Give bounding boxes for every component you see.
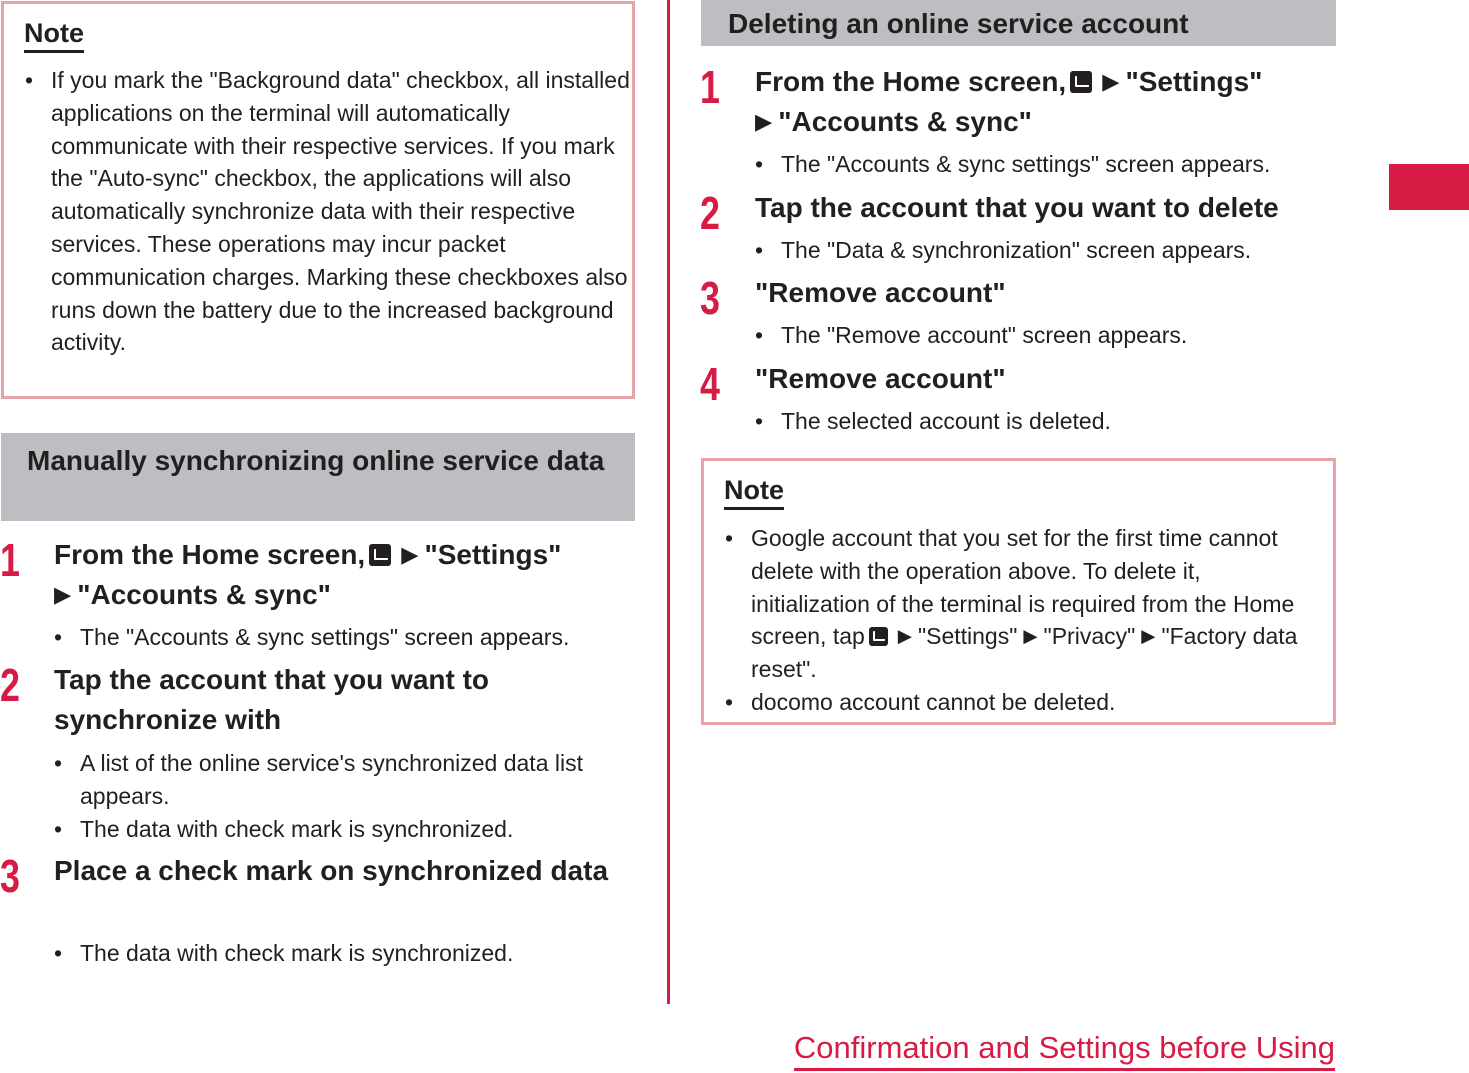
bullet-item: • The data with check mark is synchronized. bbox=[54, 937, 644, 970]
section-title-text: Deleting an online service account bbox=[728, 8, 1189, 39]
note-title: Note bbox=[724, 475, 784, 510]
note-list bbox=[25, 64, 630, 359]
note-item: • If you mark the "Background data" checkbox, all installed applications on the terminal will automatically communicate with their respective services. If you mark the "Auto-sync" checkbox, the applications will also automatically synchronize data with their respective services. These operations may incur packet communication charges. Marking these checkboxes also runs down the battery due to the increased background activity. bbox=[25, 64, 630, 359]
step-number: 3 bbox=[0, 850, 20, 902]
step-text: "Remove account" bbox=[755, 363, 1006, 394]
step-number: 1 bbox=[0, 534, 20, 586]
bullet-item: • The "Accounts & sync settings" screen appears. bbox=[755, 148, 1345, 181]
step-text-part: From the Home screen, bbox=[755, 66, 1067, 97]
step-text-part: "Accounts & sync" bbox=[77, 579, 331, 610]
bullet-item: • The "Data & synchronization" screen appears. bbox=[755, 234, 1345, 267]
step-text: "Remove account" bbox=[755, 277, 1006, 308]
step-text-part: From the Home screen, bbox=[54, 539, 366, 570]
note-text-part: "Privacy" bbox=[1043, 623, 1136, 650]
bullet-item: • The selected account is deleted. bbox=[755, 405, 1345, 438]
right-triangle-icon: ▶ bbox=[1141, 625, 1156, 647]
step-number: 3 bbox=[700, 272, 720, 324]
right-triangle-icon: ▶ bbox=[755, 109, 773, 134]
step-text: Place a check mark on synchronized data bbox=[54, 855, 609, 886]
right-triangle-icon: ▶ bbox=[897, 625, 912, 647]
section-title-delete-account bbox=[701, 0, 1336, 46]
step-number: 2 bbox=[700, 187, 720, 239]
step-text: Tap the account that you want to delete bbox=[755, 192, 1279, 223]
section-title-manual-sync bbox=[1, 433, 635, 521]
right-triangle-icon: ▶ bbox=[1023, 625, 1038, 647]
note-text-part: "Factory data reset". bbox=[751, 623, 1298, 683]
step-text: Tap the account that you want to synchronize with bbox=[54, 664, 490, 735]
menu-key-icon bbox=[369, 544, 391, 566]
column-divider bbox=[667, 0, 670, 1004]
step-bullets bbox=[755, 405, 1345, 438]
bullet-item: • The "Remove account" screen appears. bbox=[755, 319, 1345, 352]
step-text-part: "Accounts & sync" bbox=[778, 106, 1032, 137]
step-number: 4 bbox=[700, 358, 720, 410]
menu-key-icon bbox=[869, 627, 888, 646]
footer-chapter-title: Confirmation and Settings before Using bbox=[794, 1028, 1335, 1071]
step-bullets bbox=[755, 234, 1345, 267]
bullet-item: • The "Accounts & sync settings" screen appears. bbox=[54, 621, 644, 654]
step-text bbox=[54, 535, 634, 615]
chapter-side-tab bbox=[1389, 164, 1469, 210]
step-bullets bbox=[755, 148, 1345, 181]
note-item: • docomo account cannot be deleted. bbox=[725, 686, 1325, 719]
step-text-part: "Settings" bbox=[424, 539, 562, 570]
right-triangle-icon: ▶ bbox=[54, 582, 72, 607]
step-bullets bbox=[54, 937, 644, 970]
bullet-item: • A list of the online service's synchronized data list appears. bbox=[54, 747, 624, 813]
note-title: Note bbox=[24, 18, 84, 53]
right-note-box bbox=[701, 458, 1336, 725]
step-text bbox=[755, 62, 1345, 142]
note-list bbox=[725, 522, 1325, 719]
step-bullets bbox=[755, 319, 1345, 352]
bullet-item: • The data with check mark is synchronized. bbox=[54, 813, 624, 846]
step-text-part: "Settings" bbox=[1125, 66, 1263, 97]
step-bullets bbox=[54, 747, 624, 845]
menu-key-icon bbox=[1070, 71, 1092, 93]
note-item bbox=[725, 522, 1325, 686]
right-triangle-icon: ▶ bbox=[401, 542, 419, 567]
step-bullets bbox=[54, 621, 644, 654]
note-text-part: Google account that you set for the first time cannot delete with the operation above. To delete it, initialization of the terminal is required from the Home screen, tap bbox=[751, 525, 1295, 650]
section-title-text: Manually synchronizing online service data bbox=[27, 445, 605, 476]
step-number: 1 bbox=[700, 61, 720, 113]
right-triangle-icon: ▶ bbox=[1102, 69, 1120, 94]
left-note-box bbox=[1, 1, 635, 399]
step-number: 2 bbox=[0, 659, 20, 711]
note-text-part: "Settings" bbox=[917, 623, 1018, 650]
